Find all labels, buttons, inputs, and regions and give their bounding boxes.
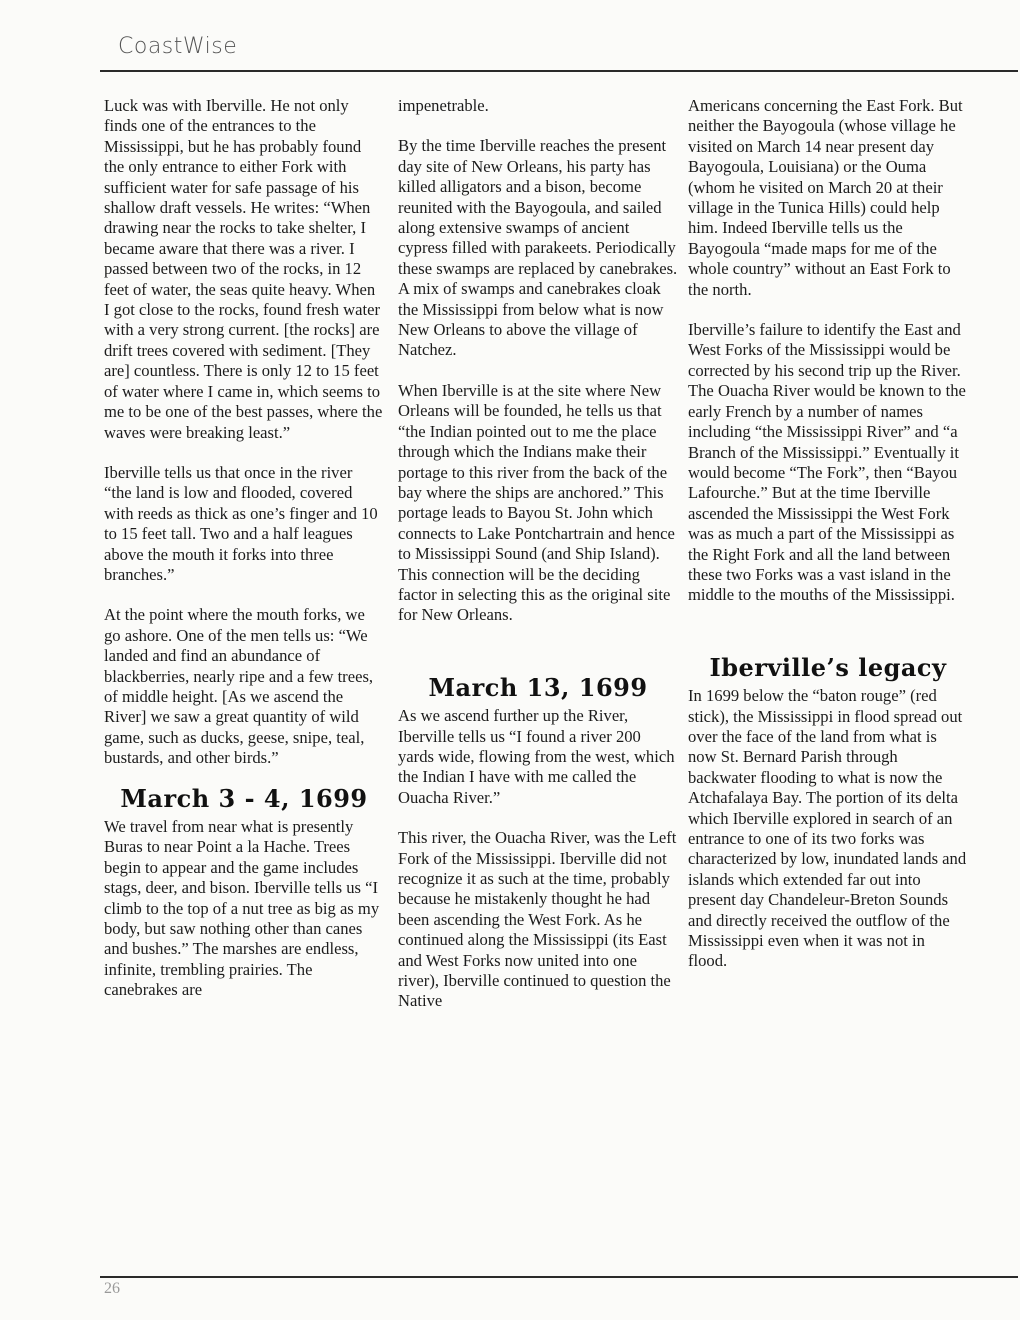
- paragraph: Luck was with Iberville. He not only finds one of the entrances to the Mississippi, but he has probably found the only entrance to either Fork with sufficient water for safe passage of his shallow draft vessels. He writes: “When drawing near the rocks to take shelter, I became aware that there was a river. I passed between two of the rocks, in 12 feet of water, the seas quite heavy. When I got close to the rocks, found fresh water with a very strong current. [the rocks] are drift trees covered with sediment. [They are] countless. There is only 12 to 15 feet of water where I came in, which seems to me to be one of the best passes, where the waves were breaking least.”: [104, 96, 383, 442]
- column-2: [398, 96, 678, 1032]
- footer-rule: [100, 1276, 1018, 1278]
- paragraph: When Iberville is at the site where New Orleans will be founded, he tells us that “the Indian pointed out to me the place through which the Indians make their portage to this river from the back of the bay where the ships are anchored.” This portage leads to Bayou St. John which connects to Lake Pontchartrain and hence to Mississippi Sound (and Ship Island). This connection will be the deciding factor in selecting this as the original site for New Orleans.: [398, 380, 675, 625]
- paragraph: Americans concerning the East Fork. But neither the Bayogoula (whose village he visited on March 14 near present day Bayogoula, Louisiana) or the Ouma (whom he visited on March 20 at their village in the Tunica Hills) could help him. Indeed Iberville tells us the Bayogoula “made maps for me of the whole country” without an East Fork to the north.: [688, 96, 963, 299]
- spacer: [398, 646, 678, 674]
- paragraph: As we ascend further up the River, Iberville tells us “I found a river 200 yards wide, flowing from the west, which the Indian I have with me called the Ouacha River.”: [398, 706, 675, 807]
- paragraph: impenetrable.: [398, 96, 489, 115]
- section-heading-march-13: March 13, 1699: [428, 672, 648, 702]
- section-heading-ibervilles-legacy: Iberville’s legacy: [709, 652, 947, 682]
- section-heading-march-3-4: March 3 - 4, 1699: [120, 783, 368, 813]
- paragraph: We travel from near what is presently Buras to near Point a la Hache. Trees begin to appear and the game includes stags, deer, and bison. Iberville tells us “I climb to the top of a nut tree as big as my body, but saw nothing other than canes and bushes.” The marshes are endless, infinite, trembling prairies. The canebrakes are: [104, 817, 380, 1000]
- paragraph: Iberville tells us that once in the river “the land is low and flooded, covered with reeds as thick as one’s finger and 10 to 15 feet tall. Two and a half leagues above the mouth it forks into three branches.”: [104, 462, 378, 584]
- paragraph: At the point where the mouth forks, we go ashore. One of the men tells us: “We landed and find an abundance of blackberries, nearly ripe and a few trees, of middle height. [As we ascend the River] we saw a great quantity of wild game, such as ducks, geese, snipe, teal, bustards, and other birds.”: [104, 605, 374, 768]
- page-number: 26: [104, 1280, 120, 1297]
- header-rule: [100, 70, 1018, 72]
- paragraph: Iberville’s failure to identify the East and West Forks of the Mississippi would be corrected by his second trip up the River. The Ouacha River would be known to the early French by a number of names including “the Mississippi River” and “a Branch of the Mississippi.” Eventually it would become “The Fork”, then “Bayou Lafourche.” But at the time Iberville ascended the Mississippi the West Fork was as much a part of the Mississippi as the Right Fork and all the land between these two Forks was a vast island in the middle to the mouths of the Mississippi.: [688, 320, 966, 605]
- paragraph: By the time Iberville reaches the present day site of New Orleans, his party has killed alligators and a bison, become reunited with the Bayogoula, and sailed along extensive swamps of ancient cypress filled with parakeets. Periodically these swamps are replaced by canebrakes. A mix of swamps and canebrakes cloak the Mississippi from below what is now New Orleans to above the village of Natchez.: [398, 136, 678, 360]
- paragraph: This river, the Ouacha River, was the Left Fork of the Mississippi. Iberville did not recognize it as such at the time, probably because he mistakenly thought he had been ascending the West Fork. As he continued along the Mississippi (its East and West Forks now united into one river), Iberville continued to question the Native: [398, 828, 677, 1011]
- column-1: [104, 96, 384, 1021]
- spacer: [688, 626, 968, 654]
- masthead: CoastWise: [118, 34, 238, 59]
- column-3: [688, 96, 968, 992]
- paragraph: In 1699 below the “baton rouge” (red stick), the Mississippi in flood spread out over the face of the land from what is now St. Bernard Parish through backwater flooding to what is now the Atchafalaya Bay. The portion of its delta which Iberville explored in search of an entrance to one of its two forks was characterized by low, inundated lands and islands which extended far out into present day Chandeleur-Breton Sounds and directly received the outflow of the Mississippi even when it was not in flood.: [688, 686, 967, 971]
